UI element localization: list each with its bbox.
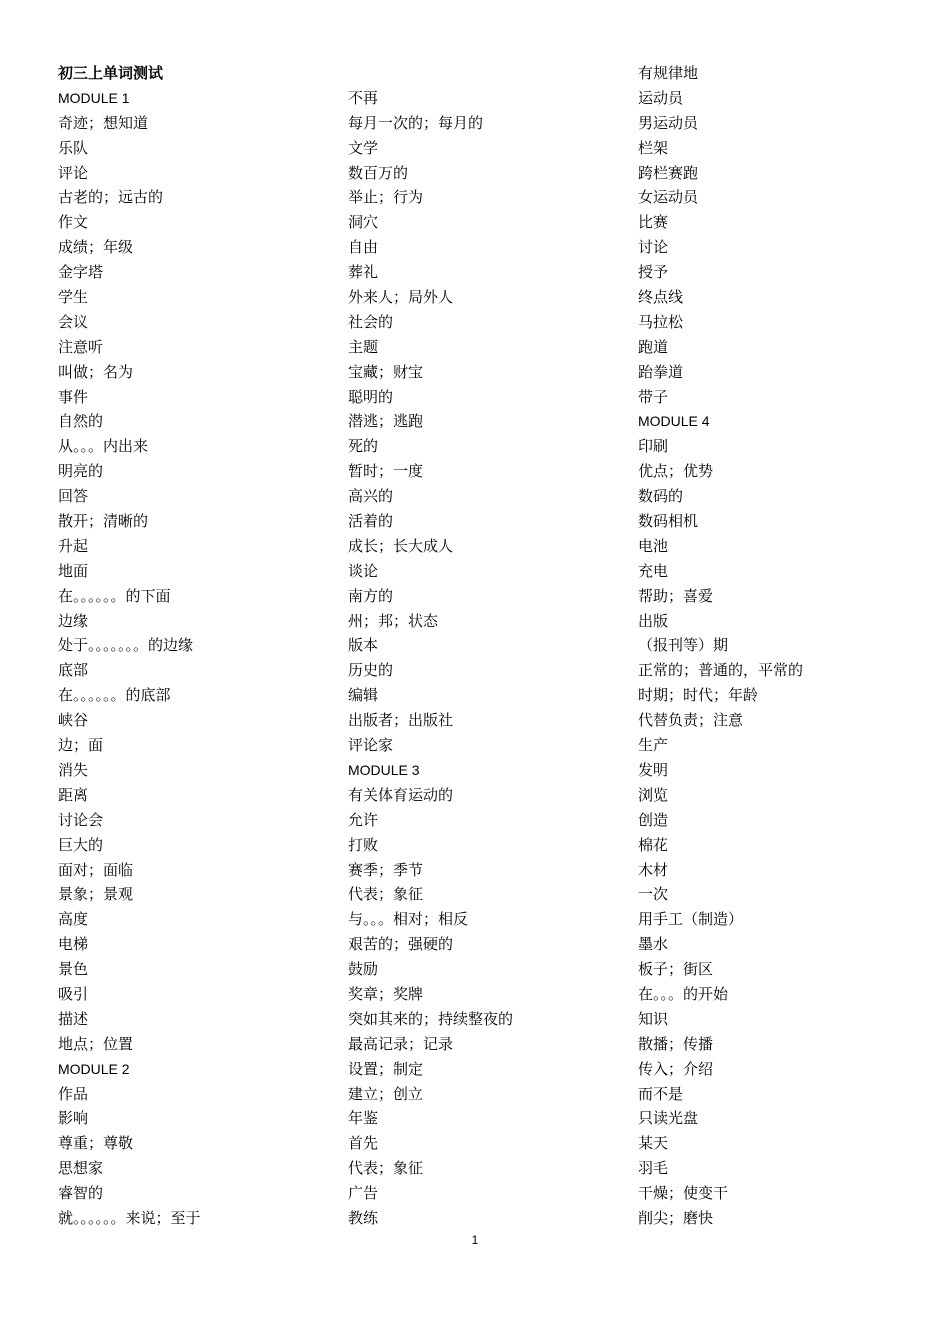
word-entry: 干燥；使变干 [638,1184,729,1203]
word-entry: 设置；制定 [348,1059,424,1078]
word-entry: 出版者；出版社 [348,711,454,730]
word-entry: 跑道 [638,337,669,356]
word-entry: 举止；行为 [348,188,424,207]
word-entry: 讨论会 [58,810,104,829]
word-entry: 作品 [58,1084,89,1103]
word-entry: 代替负责；注意 [638,711,744,730]
word-entry: 带子 [638,387,669,406]
word-entry: 奖章；奖牌 [348,984,424,1003]
word-entry: 回答 [58,487,89,506]
module-heading: MODULE 1 [58,89,130,106]
word-entry: 年鉴 [348,1109,379,1128]
word-entry: 允许 [348,810,379,829]
word-entry: 优点；优势 [638,462,714,481]
word-entry: 有关体育运动的 [348,785,454,804]
word-entry: 广告 [348,1184,379,1203]
word-entry: 讨论 [638,238,669,257]
word-entry: 知识 [638,1009,669,1028]
word-entry: 边缘 [58,611,89,630]
word-entry: 面对；面临 [58,860,134,879]
word-entry: 自然的 [58,412,104,431]
word-entry: 社会的 [348,312,394,331]
word-entry: 描述 [58,1009,89,1028]
word-entry: 景色 [58,960,89,979]
word-entry: 有规律地 [638,64,699,82]
word-entry: 木材 [638,860,669,879]
word-entry: 聪明的 [348,387,394,406]
word-entry: 一次 [638,885,669,904]
word-entry: 葬礼 [348,263,379,282]
word-entry: 宝藏；财宝 [348,362,424,381]
word-entry: 自由 [348,238,379,257]
word-entry: 创造 [638,810,669,829]
word-entry: 数码的 [638,487,684,506]
word-entry: 影响 [58,1109,89,1128]
word-entry: 在。。。。。。的下面 [58,586,171,605]
word-entry: 暂时；一度 [348,462,424,481]
word-column-2 [348,61,618,1231]
word-entry: 羽毛 [638,1159,669,1178]
word-entry: 奇迹；想知道 [58,113,149,132]
word-entry: 编辑 [348,686,379,705]
word-entry: 底部 [58,661,89,680]
word-entry: 消失 [58,760,89,779]
word-entry: 与。。。相对；相反 [348,910,469,929]
word-entry: 每月一次的；每月的 [348,113,484,132]
word-entry: 死的 [348,437,379,456]
word-entry: 巨大的 [58,835,104,854]
word-entry: 思想家 [58,1159,104,1178]
page-number: 1 [471,1233,479,1247]
word-entry: 赛季；季节 [348,860,424,879]
word-entry: 墨水 [638,935,669,954]
word-entry: 时期；时代；年龄 [638,686,759,705]
word-entry: 在。。。的开始 [638,984,729,1003]
word-entry: 跆拳道 [638,362,684,381]
word-entry: 事件 [58,387,89,406]
word-entry: 印刷 [638,437,669,456]
word-entry: 注意听 [58,337,104,356]
word-entry: 峡谷 [58,711,89,730]
word-entry: 棉花 [638,835,669,854]
word-entry: 升起 [58,536,89,555]
module-heading: MODULE 2 [58,1060,130,1077]
word-entry: 处于。。。。。。。的边缘 [58,636,194,655]
word-entry: 景象；景观 [58,885,134,904]
word-entry: 教练 [348,1208,379,1227]
word-entry: 洞穴 [348,213,379,232]
word-entry: 电池 [638,536,669,555]
word-entry: 不再 [348,88,379,107]
word-entry: 州；邦；状态 [348,611,439,630]
word-entry: 学生 [58,288,89,307]
word-entry: 代表；象征 [348,885,424,904]
word-entry: 谈论 [348,561,379,580]
word-entry: 潜逃；逃跑 [348,412,424,431]
word-entry: 数百万的 [348,163,409,182]
word-entry: （报刊等）期 [638,636,729,655]
word-entry: 明亮的 [58,462,104,481]
word-entry: 古老的；远古的 [58,188,164,207]
module-heading: MODULE 4 [638,413,710,430]
word-entry: 在。。。。。。的底部 [58,686,171,705]
word-entry: 正常的；普通的，平常的 [638,661,804,680]
word-entry: 跨栏赛跑 [638,163,699,182]
word-entry: 吸引 [58,984,89,1003]
word-entry: 运动员 [638,88,684,107]
word-entry: 最高记录；记录 [348,1034,454,1053]
word-entry: 距离 [58,785,89,804]
word-entry: 历史的 [348,661,394,680]
word-entry: 鼓励 [348,960,379,979]
word-entry: 发明 [638,760,669,779]
word-entry: 充电 [638,561,669,580]
word-entry: 散播；传播 [638,1034,714,1053]
word-entry: 乐队 [58,138,89,157]
word-entry: 男运动员 [638,113,699,132]
word-entry: 主题 [348,337,379,356]
word-entry: 代表；象征 [348,1159,424,1178]
word-entry: 女运动员 [638,188,699,207]
word-entry: 出版 [638,611,669,630]
word-entry: 马拉松 [638,312,684,331]
word-entry: 板子；街区 [638,960,714,979]
word-entry: 叫做；名为 [58,362,134,381]
word-entry: 比赛 [638,213,669,232]
word-entry: 边；面 [58,736,104,755]
word-entry: 活着的 [348,512,394,531]
word-column-3 [638,61,908,1231]
word-entry: 外来人；局外人 [348,288,454,307]
word-entry: 作文 [58,213,89,232]
word-entry: 评论 [58,163,89,182]
word-entry: 散开；清晰的 [58,512,149,531]
word-entry: 建立；创立 [348,1084,424,1103]
word-column-1 [58,61,328,1231]
word-entry: 版本 [348,636,379,655]
word-entry: 从。。。内出来 [58,437,149,456]
word-entry: 某天 [638,1134,669,1153]
document-title: 初三上单词测试 [58,64,164,82]
word-entry: 突如其来的；持续整夜的 [348,1009,514,1028]
word-entry: 评论家 [348,736,394,755]
word-entry: 首先 [348,1134,379,1153]
word-entry: 削尖；磨快 [638,1208,714,1227]
word-entry: 就。。。。。。来说；至于 [58,1208,201,1227]
word-entry: 而不是 [638,1084,684,1103]
blank-line [348,61,618,86]
word-entry: 文学 [348,138,379,157]
word-entry: 传入；介绍 [638,1059,714,1078]
word-entry: 睿智的 [58,1184,104,1203]
word-entry: 用手工（制造） [638,910,744,929]
word-entry: 高兴的 [348,487,394,506]
word-entry: 浏览 [638,785,669,804]
word-entry: 数码相机 [638,512,699,531]
word-entry: 南方的 [348,586,394,605]
module-heading: MODULE 3 [348,761,420,778]
word-entry: 授予 [638,263,669,282]
word-entry: 成长；长大成人 [348,536,454,555]
word-entry: 高度 [58,910,89,929]
word-entry: 打败 [348,835,379,854]
word-entry: 尊重；尊敬 [58,1134,134,1153]
word-entry: 只读光盘 [638,1109,699,1128]
word-entry: 栏架 [638,138,669,157]
word-entry: 生产 [638,736,669,755]
word-entry: 地点；位置 [58,1034,134,1053]
word-entry: 地面 [58,561,89,580]
word-entry: 会议 [58,312,89,331]
word-entry: 金字塔 [58,263,104,282]
word-entry: 终点线 [638,288,684,307]
word-entry: 成绩；年级 [58,238,134,257]
word-entry: 帮助；喜爱 [638,586,714,605]
word-entry: 电梯 [58,935,89,954]
word-entry: 艰苦的；强硬的 [348,935,454,954]
